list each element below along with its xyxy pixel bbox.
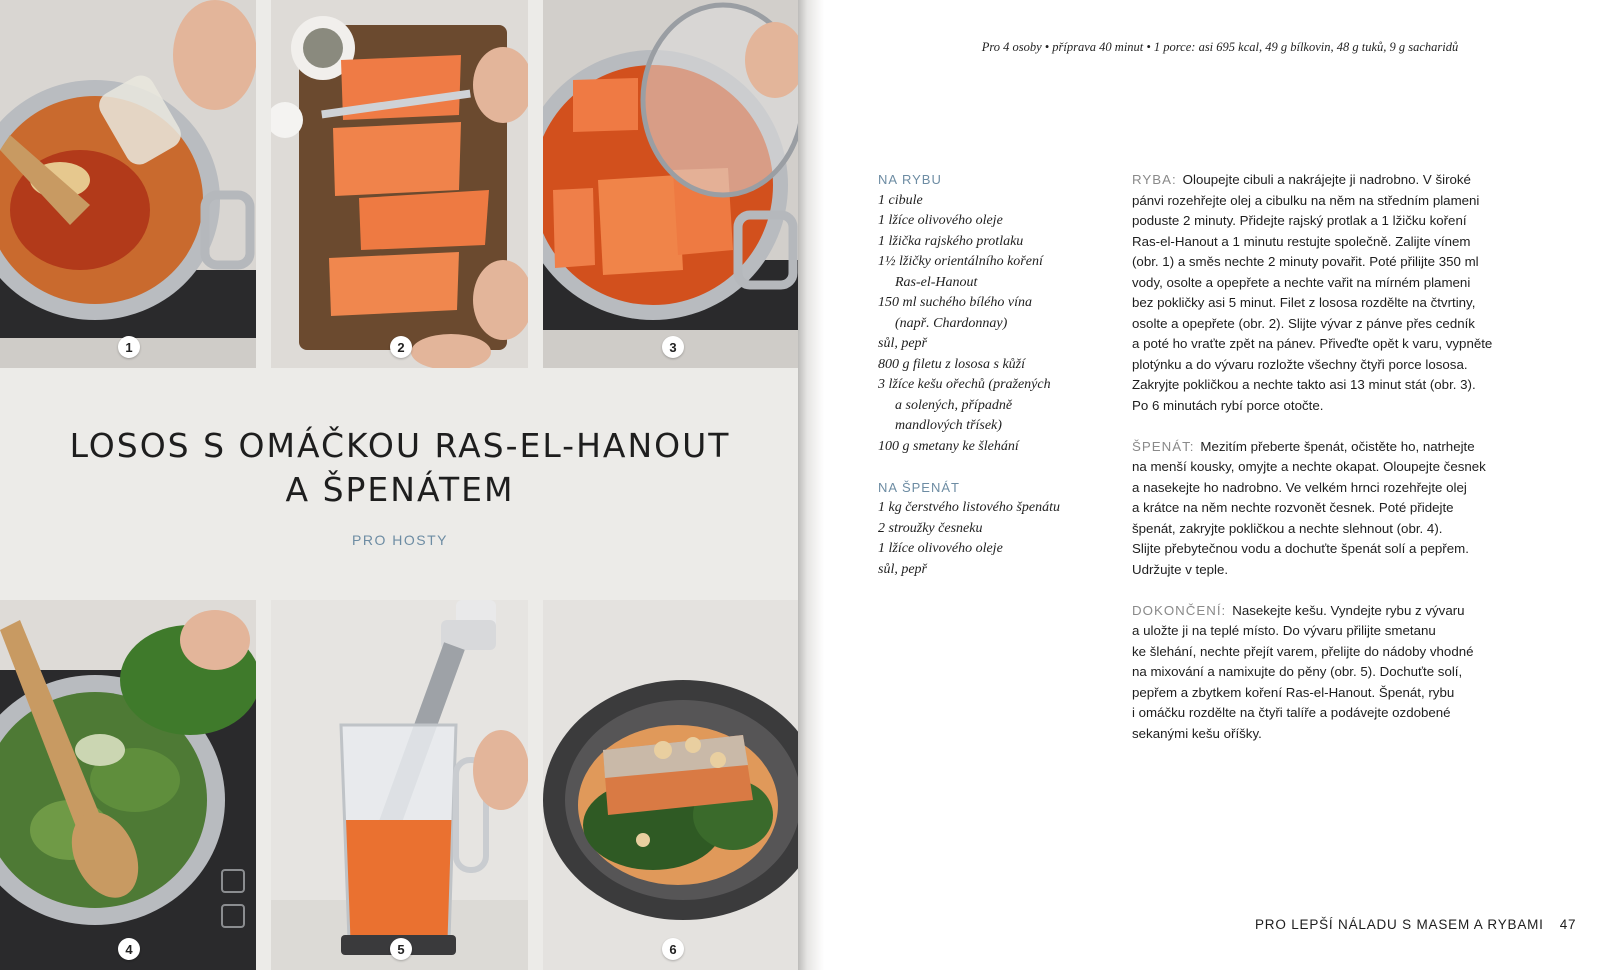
step-photo-4 bbox=[0, 600, 256, 970]
ingredient-item: 1 lžíce olivového oleje bbox=[878, 213, 1003, 228]
method-line: a krátce na něm nechte rozvonět česnek. Poté přidejte bbox=[1132, 500, 1454, 515]
method-line: poduste 2 minuty. Přidejte rajský protlak a 1 lžičku koření bbox=[1132, 213, 1467, 228]
method-line: ŠPENÁT: Mezitím přeberte špenát, očistěte ho, natrhejte bbox=[1132, 438, 1475, 454]
method-line: (obr. 1) a směs nechte 2 minuty povařit. Poté přilijte 350 ml bbox=[1132, 254, 1479, 269]
recipe-title-line-1: LOSOS S OMÁČKOU RAS-EL-HANOUT bbox=[69, 426, 731, 465]
ingredients-fish-heading: NA RYBU bbox=[878, 172, 942, 187]
method-line: špenát, zakryjte pokličkou a nechte slehnout (obr. 4). bbox=[1132, 520, 1443, 536]
method-line: osolte a opepřete (obr. 2). Slijte vývar z pánve přes cedník bbox=[1132, 315, 1475, 331]
book-gutter bbox=[798, 0, 824, 970]
page-footer bbox=[1255, 917, 1575, 932]
method-line: pepřem a zbytkem koření Ras-el-Hanout. Špenát, rybu bbox=[1132, 684, 1455, 700]
method-line: Slijte přebytečnou vodu a dochuťte špenát solí a pepřem. bbox=[1132, 541, 1469, 556]
page-number: 47 bbox=[1559, 917, 1577, 932]
ingredient-item: 1 lžička rajského protlaku bbox=[878, 233, 1024, 249]
method-line: RYBA: Oloupejte cibuli a nakrájejte ji nadrobno. V široké bbox=[1132, 172, 1471, 187]
step-badge-3: 3 bbox=[662, 336, 684, 358]
method-line: Po 6 minutách rybí porce otočte. bbox=[1132, 397, 1324, 413]
step-photo-5 bbox=[271, 600, 528, 970]
method-line: sekanými kešu oříšky. bbox=[1132, 725, 1262, 741]
method-line: Ras-el-Hanout a 1 minutu restujte společně. Zalijte vínem bbox=[1132, 233, 1471, 249]
ingredient-item: sůl, pepř bbox=[878, 336, 927, 351]
ingredient-item: 1 lžíce olivového oleje bbox=[878, 541, 1003, 556]
method-line: Zakryjte pokličkou a nechte takto asi 13 minut stát (obr. 3). bbox=[1132, 377, 1476, 392]
method-line: a nasekejte ho nadrobno. Ve velkém hrnci rozehřejte olej bbox=[1132, 479, 1467, 495]
method-line: vody, osolte a opepřete a nechte vařit na mírném plameni bbox=[1132, 274, 1471, 290]
ingredients-spinach-heading: NA ŠPENÁT bbox=[878, 479, 960, 495]
ingredients bbox=[878, 170, 1108, 580]
recipe-title bbox=[0, 424, 800, 512]
method-finish bbox=[1132, 601, 1544, 745]
footer-section-title: PRO LEPŠÍ NÁLADU S MASEM A RYBAMI bbox=[1255, 917, 1544, 932]
method-line: a poté ho vraťte zpět na pánev. Přiveďte opět k varu, vypněte bbox=[1132, 336, 1493, 351]
method-finish-heading: DOKONČENÍ: bbox=[1132, 602, 1227, 618]
method-line: plotýnku a do vývaru rozložte všechny čtyři porce lososa. bbox=[1132, 356, 1468, 372]
step-photo-1 bbox=[0, 0, 256, 368]
method-line: pánvi rozehřejte olej a cibulku na něm na středním plameni bbox=[1132, 192, 1480, 208]
method-line: i omáčku rozdělte na čtyři talíře a podávejte ozdobené bbox=[1132, 705, 1451, 720]
ingredient-item-continuation: a solených, případně bbox=[895, 397, 1013, 413]
ingredient-item-continuation: Ras-el-Hanout bbox=[895, 274, 978, 290]
ingredient-item: sůl, pepř bbox=[878, 561, 927, 577]
ingredient-item-continuation: mandlových třísek) bbox=[895, 418, 1002, 433]
ingredient-item: 1 kg čerstvého listového špenátu bbox=[878, 500, 1060, 515]
method-line: bez pokličky asi 5 minut. Filet z lososa rozdělte na čtvrtiny, bbox=[1132, 295, 1476, 310]
step-badge-4: 4 bbox=[118, 938, 140, 960]
ingredient-item: 150 ml suchého bílého vína bbox=[878, 295, 1032, 310]
step-badge-6: 6 bbox=[662, 938, 684, 960]
ingredient-item: 1½ lžičky orientálního koření bbox=[878, 254, 1043, 269]
ingredients-spinach-list bbox=[878, 498, 1108, 580]
method-spinach-heading: ŠPENÁT: bbox=[1132, 438, 1195, 454]
method bbox=[1132, 170, 1544, 765]
method-fish-heading: RYBA: bbox=[1132, 172, 1177, 187]
step-badge-1: 1 bbox=[118, 336, 140, 358]
ingredient-item-continuation: (např. Chardonnay) bbox=[895, 315, 1008, 331]
method-line: ke šlehání, nechte přejít varem, přelijte do nádoby vhodné bbox=[1132, 643, 1474, 659]
ingredient-item: 1 cibule bbox=[878, 192, 923, 208]
method-line: DOKONČENÍ: Nasekejte kešu. Vyndejte rybu z vývaru bbox=[1132, 602, 1465, 618]
recipe-meta: Pro 4 osoby • příprava 40 minut • 1 porce: asi 695 kcal, 49 g bílkovin, 48 g tuků, 9 g sacharidů bbox=[981, 40, 1459, 54]
step-photo-2 bbox=[271, 0, 528, 368]
title-band bbox=[0, 368, 800, 600]
ingredient-item: 3 lžíce kešu ořechů (pražených bbox=[878, 377, 1051, 392]
method-line: na mixování a namixujte do pěny (obr. 5). Dochuťte solí, bbox=[1132, 664, 1463, 679]
ingredients-fish-list bbox=[878, 191, 1108, 458]
ingredients-spacer bbox=[878, 457, 1108, 478]
method-line: Udržujte v teple. bbox=[1132, 561, 1229, 577]
ingredient-item: 800 g filetu z lososa s kůží bbox=[878, 356, 1026, 372]
recipe-title-line-2: A ŠPENÁTEM bbox=[285, 470, 515, 509]
step-photo-6 bbox=[543, 600, 800, 970]
step-photo-3 bbox=[543, 0, 800, 368]
recipe-category: PRO HOSTY bbox=[352, 532, 448, 548]
step-badge-2: 2 bbox=[390, 336, 412, 358]
ingredient-item: 2 stroužky česneku bbox=[878, 520, 983, 536]
method-fish bbox=[1132, 170, 1544, 416]
method-spinach bbox=[1132, 437, 1544, 581]
ingredient-item: 100 g smetany ke šlehání bbox=[878, 438, 1019, 454]
step-badge-5: 5 bbox=[390, 938, 412, 960]
method-line: na menší kousky, omyjte a nechte okapat. Oloupejte česnek bbox=[1132, 459, 1486, 474]
method-line: a uložte ji na teplé místo. Do vývaru přilijte smetanu bbox=[1132, 623, 1436, 638]
